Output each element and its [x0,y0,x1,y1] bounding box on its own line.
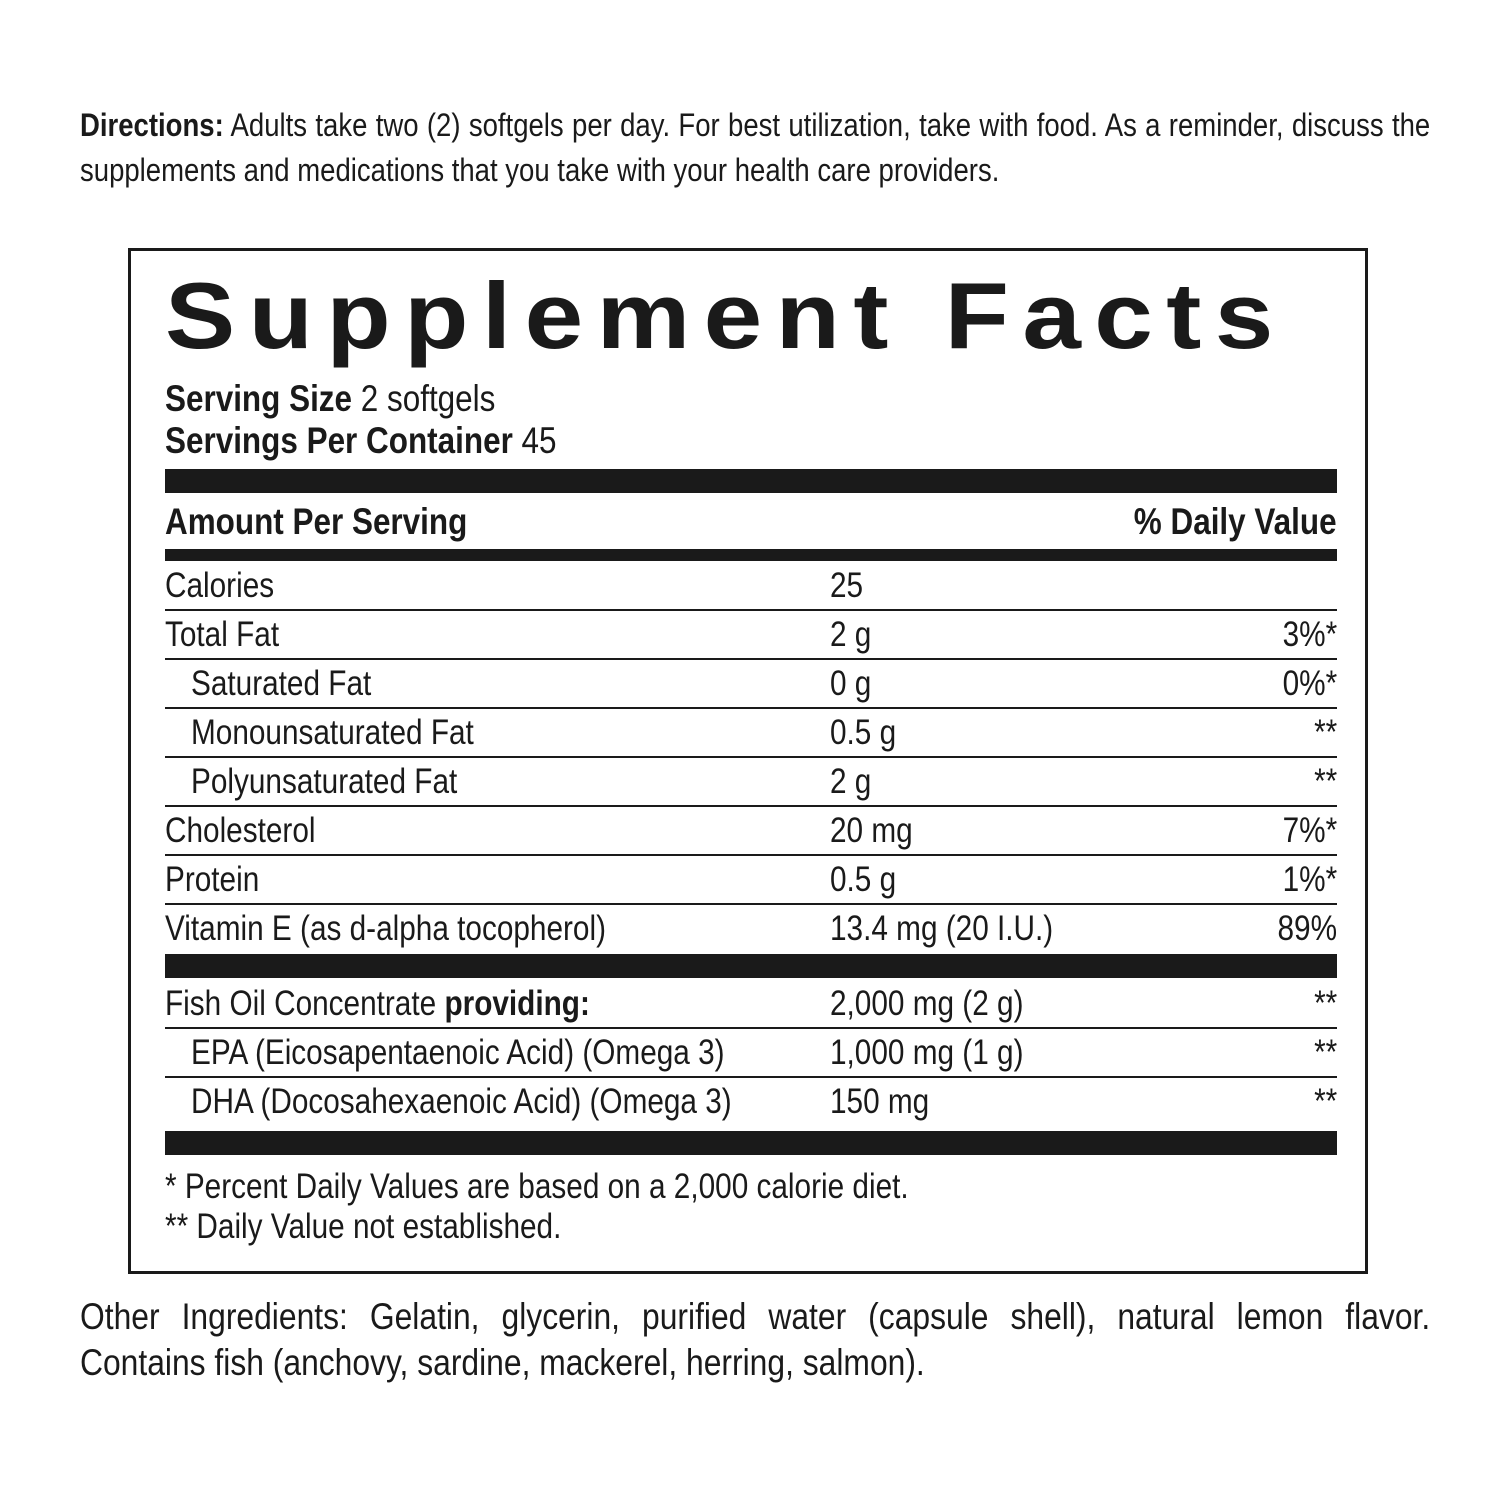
nutrient-row [165,906,1337,954]
nutrient-daily-value: ** [1313,1033,1337,1072]
nutrient-amount: 2 g [830,762,872,801]
nutrient-amount: 150 mg [830,1082,930,1121]
nutrient-row [165,759,1337,807]
nutrient-name: Saturated Fat [191,664,372,703]
footnote-daily-values [165,1167,1040,1207]
nutrient-name: Polyunsaturated Fat [191,762,458,801]
footnote-not-established [165,1207,631,1247]
nutrient-row [165,1079,1337,1127]
row-divider [165,658,1337,660]
footnote-2-text: ** Daily Value not established. [165,1207,562,1246]
row-divider [165,609,1337,611]
nutrient-name: Total Fat [165,615,280,654]
column-header [165,501,1337,547]
nutrient-amount: 0.5 g [830,713,897,752]
fish-oil-providing: providing: [444,984,590,1023]
nutrient-name: Protein [165,860,260,899]
nutrient-name: Cholesterol [165,811,316,850]
nutrient-daily-value: 1%* [1282,860,1337,899]
row-divider [165,805,1337,807]
directions-body: Adults take two (2) softgels per day. For best utilization, take with food. As a reminder, discuss the supplements and medications that you take with your health care providers. [80,107,1431,188]
row-divider [165,1076,1337,1078]
servings-per-container-value: 45 [512,420,557,461]
nutrient-name: DHA (Docosahexaenoic Acid) (Omega 3) [191,1082,732,1121]
nutrient-daily-value: ** [1313,713,1337,752]
thick-divider [165,954,1337,978]
servings-per-container-label: Servings Per Container [165,420,513,461]
footnote-1-text: * Percent Daily Values are based on a 2,000 calorie diet. [165,1167,909,1206]
nutrient-amount: 2 g [830,615,872,654]
nutrient-name: Monounsaturated Fat [191,713,474,752]
thick-divider [165,1131,1337,1155]
row-divider [165,903,1337,905]
nutrient-daily-value: ** [1313,1082,1337,1121]
row-divider [165,707,1337,709]
nutrient-row [165,1030,1337,1078]
nutrient-row [165,857,1337,905]
nutrient-name: EPA (Eicosapentaenoic Acid) (Omega 3) [191,1033,725,1072]
row-divider [165,854,1337,856]
nutrient-daily-value: 7%* [1282,811,1337,850]
row-divider [165,756,1337,758]
nutrient-name: Calories [165,566,275,605]
nutrient-row [165,612,1337,660]
nutrient-row [165,808,1337,856]
supplement-facts-panel [128,248,1368,1274]
nutrient-daily-value: 0%* [1282,664,1337,703]
nutrient-amount: 20 mg [830,811,913,850]
nutrient-daily-value: 3%* [1282,615,1337,654]
fish-oil-amount: 2,000 mg (2 g) [830,984,1024,1023]
serving-size-value: 2 softgels [352,378,496,419]
fish-oil-row [165,981,1337,1029]
nutrient-amount: 0 g [830,664,872,703]
serving-size [165,379,554,419]
supplement-facts-title: Supplement Facts [165,263,1287,368]
servings-per-container [165,421,626,461]
row-divider [165,1027,1337,1029]
nutrient-row [165,710,1337,758]
directions-text [80,103,1430,193]
nutrient-amount: 25 [830,566,864,605]
nutrient-row [165,563,1337,611]
nutrient-daily-value: ** [1313,762,1337,801]
amount-per-serving-header: Amount Per Serving [165,501,468,542]
directions-label: Directions: [80,107,224,143]
other-ingredients: Other Ingredients: Gelatin, glycerin, purified water (capsule shell), natural lemon flavor. Contains fish (anchovy, sardine, mackerel, herring, salmon). [80,1296,1431,1383]
nutrient-amount: 0.5 g [830,860,897,899]
fish-oil-daily-value: ** [1313,984,1337,1023]
nutrient-daily-value: 89% [1277,909,1337,948]
nutrient-amount: 1,000 mg (1 g) [830,1033,1024,1072]
thick-divider [165,469,1337,493]
serving-size-label: Serving Size [165,378,353,419]
fish-oil-name [165,981,590,1027]
medium-divider [165,549,1337,561]
daily-value-header: % Daily Value [1134,501,1337,542]
nutrient-name: Vitamin E (as d-alpha tocopherol) [165,909,606,948]
nutrient-row [165,661,1337,709]
fish-oil-label: Fish Oil Concentrate [165,984,445,1023]
nutrient-amount: 13.4 mg (20 I.U.) [830,909,1054,948]
